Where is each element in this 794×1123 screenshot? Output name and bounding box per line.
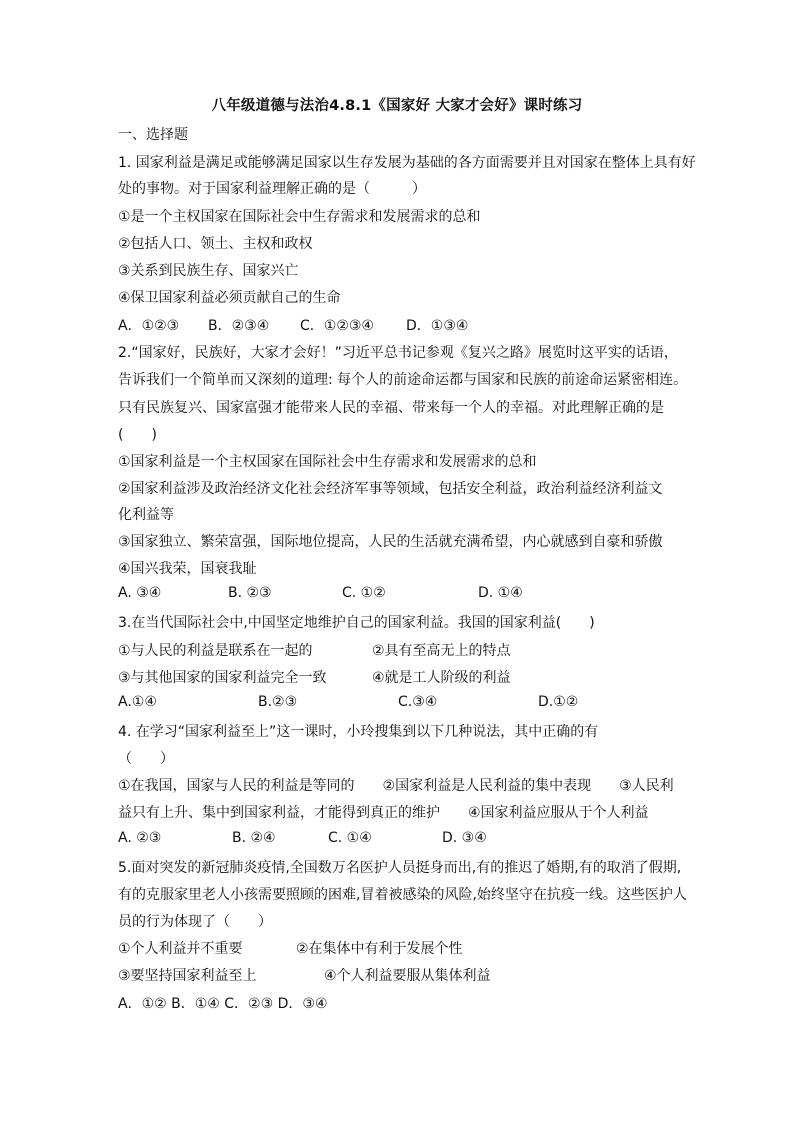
q5-option-1: ①个人利益并不重要 (118, 941, 243, 957)
q1-answer-a: A．①②③ (118, 318, 180, 334)
q5-stem-line3: 员的行为体现了（ ） (118, 914, 272, 930)
q1-option-1: ①是一个主权国家在国际社会中生存需求和发展需求的总和 (118, 209, 481, 225)
q4-answer-d: D. ③④ (442, 830, 487, 846)
q5-option-2: ②在集体中有利于发展个性 (296, 941, 463, 957)
q3-option-4: ④就是工人阶级的利益 (372, 670, 511, 686)
q1-answer-d: D．①③④ (406, 318, 469, 334)
q1-option-3: ③关系到民族生存、国家兴亡 (118, 263, 299, 279)
q2-stem-line1: 2.“国家好，民族好，大家才会好！”习近平总书记参观《复兴之路》展览时这平实的话语， (118, 345, 678, 361)
q3-answer-a: A.①④ (118, 694, 157, 710)
q2-answer-a: A. ③④ (118, 585, 162, 601)
q3-option-1: ①与人民的利益是联系在一起的 (118, 643, 313, 659)
q2-answer-d: D. ①④ (478, 585, 523, 601)
q4-answer-a: A. ②③ (118, 830, 162, 846)
q2-stem-line3: 只有民族复兴、国家富强才能带来人民的幸福、带来每一个人的幸福。对此理解正确的是 (118, 400, 664, 416)
q3-answer-d: D.①② (538, 694, 579, 710)
q4-answer-c: C. ①④ (328, 830, 372, 846)
q2-answer-c: C. ①② (342, 585, 386, 601)
q4-stem-line1: 4. 在学习“国家利益至上”这一课时，小玲搜集到以下几种说法，其中正确的有 (118, 724, 599, 740)
q2-answer-b: B. ②③ (228, 585, 272, 601)
q3-option-2: ②具有至高无上的特点 (372, 643, 511, 659)
q2-stem-line4: ( ) (118, 427, 157, 443)
q3-answer-b: B.②③ (258, 694, 298, 710)
section-heading: 一、选择题 (118, 127, 188, 143)
q2-stem-line2: 告诉我们一个简单而又深刻的道理: 每个人的前途命运都与国家和民族的前途命运紧密相连。 (118, 372, 688, 388)
q2-option-2-line1: ②国家利益涉及政治经济文化社会经济军事等领域，包括安全利益，政治利益经济利益文 (118, 481, 663, 497)
q4-stem-line2: （ ） (118, 751, 174, 767)
q1-option-4: ④保卫国家利益必须贡献自己的生命 (118, 290, 341, 306)
q3-answer-c: C.③④ (398, 694, 438, 710)
q2-option-4: ④国兴我荣，国衰我耻 (118, 561, 257, 577)
q4-answer-b: B. ②④ (232, 830, 276, 846)
q5-option-4: ④个人利益要服从集体利益 (324, 968, 491, 984)
q4-options-line1: ①在我国，国家与人民的利益是等同的 ②国家利益是人民利益的集中表现 ③人民利 (118, 778, 674, 794)
q2-option-3: ③国家独立、繁荣富强，国际地位提高，人民的生活就充满希望，内心就感到自豪和骄傲 (118, 534, 663, 550)
q4-options-line2: 益只有上升、集中到国家利益，才能得到真正的维护 ④国家利益应服从于个人利益 (118, 805, 649, 821)
q3-option-3: ③与其他国家的国家利益完全一致 (118, 670, 327, 686)
q1-option-2: ②包括人口、领土、主权和政权 (118, 236, 313, 252)
q5-stem-line1: 5.面对突发的新冠肺炎疫情,全国数万名医护人员挺身而出,有的推迟了婚期,有的取消了假期, (118, 860, 682, 876)
q5-answers: A．①② B．①④ C．②③ D．③④ (118, 996, 328, 1012)
q5-option-3: ③要坚持国家利益至上 (118, 968, 257, 984)
document-title: 八年级道德与法治4.8.1《国家好 大家才会好》课时练习 (211, 98, 583, 114)
q5-stem-line2: 有的克服家里老人小孩需要照顾的困难,冒着被感染的风险,始终坚守在抗疫一线。这些医护人 (118, 887, 687, 903)
q1-stem-line2: 处的事物。对于国家利益理解正确的是（ ） (118, 181, 426, 197)
q2-option-2-line2: 化利益等 (118, 507, 174, 523)
q1-answer-c: C．①②③④ (300, 318, 374, 334)
q3-stem: 3.在当代国际社会中,中国坚定地维护自己的国家利益。我国的国家利益( ) (118, 615, 595, 631)
q1-answer-b: B．②③④ (208, 318, 270, 334)
q2-option-1: ①国家利益是一个主权国家在国际社会中生存需求和发展需求的总和 (118, 454, 537, 470)
q1-stem-line1: 1. 国家利益是满足或能够满足国家以生存发展为基础的各方面需要并且对国家在整体上具有好 (118, 155, 696, 171)
